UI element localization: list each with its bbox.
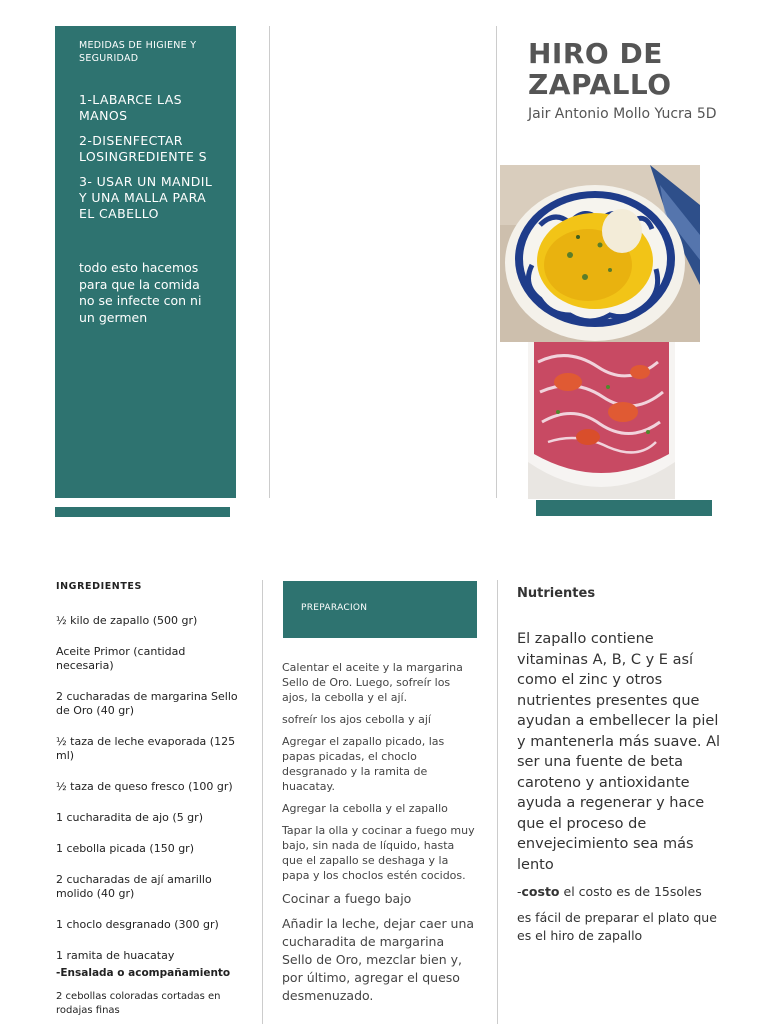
ingredient-item: 2 cucharadas de margarina Sello de Oro (40 gr): [56, 690, 238, 717]
author-line: Jair Antonio Mollo Yucra 5D: [528, 106, 717, 122]
preparation-step: Agregar la cebolla y el zapallo: [282, 802, 448, 815]
ingredients-column: [56, 580, 246, 1017]
column-divider: [496, 26, 497, 498]
hygiene-rule: 2-DISENFECTAR LOSINGREDIENTE S: [79, 133, 208, 164]
salad-item: 2 cebollas coloradas cortadas en rodajas finas: [56, 991, 221, 1016]
preparation-step: Agregar el zapallo picado, las papas picadas, el choclo desgranado y la ramita de huacatay.: [282, 735, 445, 793]
ingredient-item: 1 cebolla picada (150 gr): [56, 842, 194, 855]
preparation-steps: [282, 660, 478, 1012]
decorative-bar: [536, 500, 712, 516]
column-divider: [269, 26, 270, 498]
ingredient-item: ½ kilo de zapallo (500 gr): [56, 614, 198, 627]
preparation-step: Calentar el aceite y la margarina Sello de Oro. Luego, sofreír los ajos, la cebolla y el ají.: [282, 661, 463, 704]
ingredient-item: ½ taza de leche evaporada (125 ml): [56, 735, 236, 762]
cost-text: el costo es de 15soles: [563, 884, 702, 899]
hygiene-heading: MEDIDAS DE HIGIENE Y SEGURIDAD: [79, 40, 197, 64]
cost-line: -costo el costo es de 15soles: [517, 884, 702, 899]
preparation-step: Tapar la olla y cocinar a fuego muy bajo, sin nada de líquido, hasta que el zapallo se deshaga y la papa y los choclos estén cocidos.: [282, 824, 475, 882]
preparation-heading: PREPARACION: [301, 603, 368, 613]
hygiene-rules: [79, 92, 214, 231]
nutrients-column: [517, 586, 727, 953]
ingredient-item: ½ taza de queso fresco (100 gr): [56, 780, 233, 793]
ingredient-item: 1 choclo desgranado (300 gr): [56, 918, 219, 931]
closing-text: es fácil de preparar el plato que es el hiro de zapallo: [517, 910, 717, 943]
column-divider: [262, 580, 263, 1024]
hygiene-panel: [55, 26, 236, 498]
preparation-heading-box: [283, 581, 477, 638]
ingredients-heading: INGREDIENTES: [56, 581, 142, 592]
preparation-step: Añadir la leche, dejar caer una cucharadita de margarina Sello de Oro, mezclar bien y, por último, agregar el queso desmenuzado.: [282, 916, 475, 1003]
ingredient-item: 1 cucharadita de ajo (5 gr): [56, 811, 203, 824]
nutrients-heading: Nutrientes: [517, 586, 596, 601]
decorative-bar: [55, 507, 230, 517]
hygiene-rule: 1-LABARCE LAS MANOS: [79, 92, 182, 123]
page-title: HIRO DE ZAPALLO: [528, 37, 672, 101]
salad-heading: -Ensalada o acompañamiento: [56, 967, 231, 979]
ingredient-item: Aceite Primor (cantidad necesaria): [56, 645, 186, 672]
ingredient-item: 2 cucharadas de ají amarillo molido (40 gr): [56, 873, 212, 900]
onion-salad-photo: [528, 342, 675, 499]
ingredient-item: 1 ramita de huacatay: [56, 949, 175, 962]
pumpkin-stew-photo: [500, 165, 700, 342]
hygiene-note: todo esto hacemos para que la comida no se infecte con ni un germen: [79, 260, 202, 325]
column-divider: [497, 580, 498, 1024]
preparation-step: Cocinar a fuego bajo: [282, 891, 412, 906]
nutrients-text: El zapallo contiene vitaminas A, B, C y E así como el zinc y otros nutrientes presentes que ayudan a embellecer la piel y mantenerla más suave. Al ser una fuente de beta caroteno y antioxidante ayuda a regenerar y hace que el proceso de envejecimiento sea más lento: [517, 631, 721, 873]
cost-label: costo: [521, 884, 560, 899]
preparation-step: sofreír los ajos cebolla y ají: [282, 713, 431, 726]
hygiene-rule: 3- USAR UN MANDIL Y UNA MALLA PARA EL CABELLO: [79, 174, 213, 221]
